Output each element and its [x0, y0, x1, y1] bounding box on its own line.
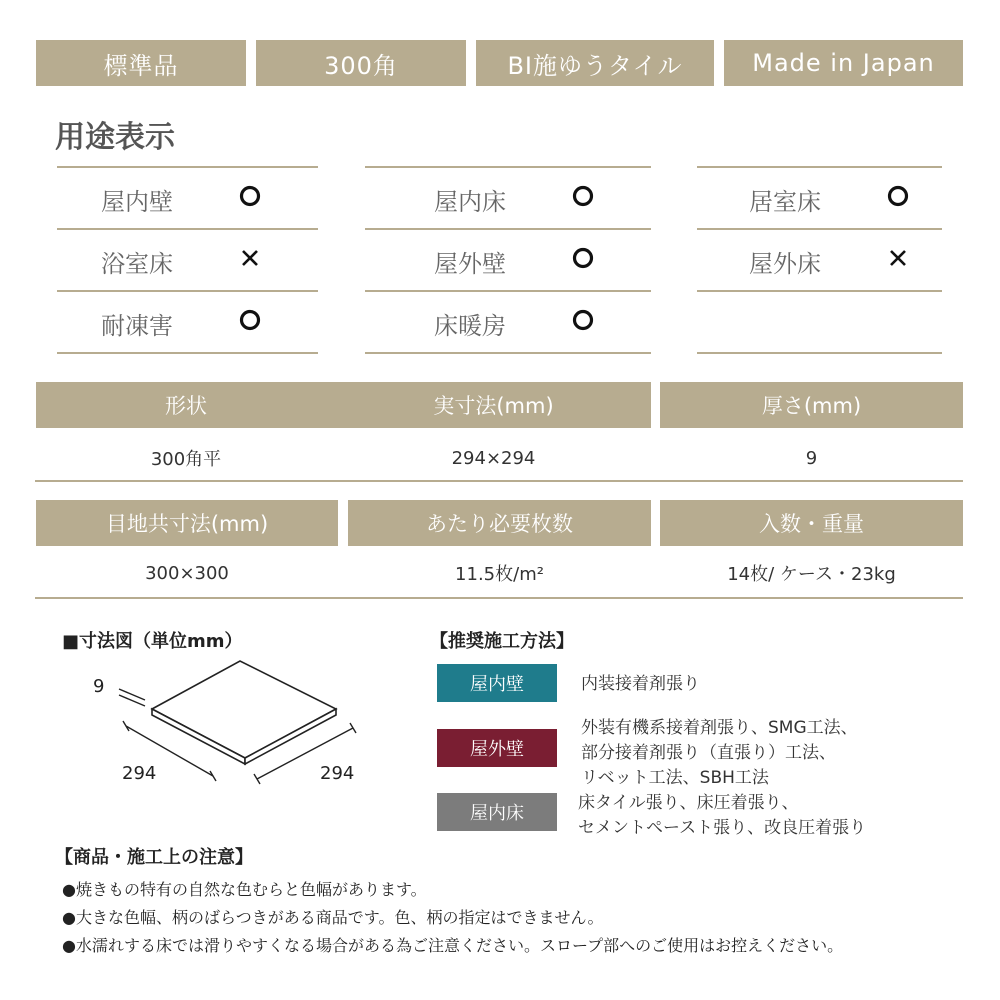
install-method-indoor-wall: 内装接着剤張り — [581, 674, 700, 694]
spec-value-thickness: 9 — [805, 447, 818, 469]
spec-value-actual-size: 294×294 — [451, 447, 536, 469]
ok-circle-icon — [572, 185, 594, 207]
install-badge-indoor-floor: 屋内床 — [437, 793, 557, 831]
usage-divider — [697, 352, 942, 354]
spec-header-shape: 形状 — [36, 382, 336, 428]
notes-title: 【商品・施工上の注意】 — [55, 847, 253, 868]
spec-header-joint-size: 目地共寸法(mm) — [36, 500, 338, 546]
install-badge-indoor-wall: 屋内壁 — [437, 664, 557, 702]
ng-cross-icon — [239, 247, 261, 269]
note-item: ●大きな色幅、柄のばらつきがある商品です。色、柄の指定はできません。 — [62, 908, 604, 927]
usage-label-outdoor-wall: 屋外壁 — [434, 250, 506, 278]
usage-label-indoor-wall: 屋内壁 — [101, 188, 173, 216]
tag-glaze: BI施ゆうタイル — [476, 40, 714, 86]
ok-circle-icon — [572, 247, 594, 269]
dimension-width-label: 294 — [122, 763, 157, 784]
usage-title: 用途表示 — [55, 120, 175, 155]
tag-standard: 標準品 — [36, 40, 246, 86]
spec-header-actual-size: 実寸法(mm) — [336, 382, 651, 428]
usage-label-living-floor: 居室床 — [749, 188, 821, 216]
tag-origin: Made in Japan — [724, 40, 963, 86]
ok-circle-icon — [572, 309, 594, 331]
usage-label-floor-heating: 床暖房 — [434, 312, 506, 340]
usage-divider — [365, 228, 651, 230]
usage-divider — [697, 228, 942, 230]
spec-header-thickness: 厚さ(mm) — [660, 382, 963, 428]
usage-divider — [57, 166, 318, 168]
spec-value-pieces-needed: 11.5枚/m² — [455, 564, 544, 585]
ng-cross-icon — [887, 247, 909, 269]
usage-divider — [57, 228, 318, 230]
tag-size: 300角 — [256, 40, 466, 86]
usage-label-bath-floor: 浴室床 — [101, 250, 173, 278]
spec-header-quantity-weight: 入数・重量 — [660, 500, 963, 546]
spec-header-pieces-needed: あたり必要枚数 — [348, 500, 651, 546]
ok-circle-icon — [239, 309, 261, 331]
usage-divider — [57, 290, 318, 292]
dimension-depth-label: 294 — [320, 763, 355, 784]
usage-label-indoor-floor: 屋内床 — [434, 188, 506, 216]
install-method-indoor-floor: 床タイル張り、床圧着張り、 セメントペースト張り、改良圧着張り — [578, 793, 867, 838]
note-item: ●焼きもの特有の自然な色むらと色幅があります。 — [62, 880, 427, 899]
note-item: ●水濡れする床では滑りやすくなる場合がある為ご注意ください。スロープ部へのご使用はお控えください。 — [62, 936, 844, 955]
usage-divider — [57, 352, 318, 354]
install-badge-outdoor-wall: 屋外壁 — [437, 729, 557, 767]
usage-divider — [365, 166, 651, 168]
dimension-title: ■寸法図（単位mm） — [62, 631, 243, 652]
usage-divider — [365, 352, 651, 354]
usage-divider — [697, 166, 942, 168]
usage-label-frost-resistance: 耐凍害 — [101, 312, 173, 340]
spec-value-joint-size: 300×300 — [145, 562, 229, 584]
spec-value-quantity-weight: 14枚/ ケース・23kg — [727, 564, 896, 585]
dimension-thickness-label: 9 — [93, 676, 105, 697]
spec-value-shape: 300角平 — [150, 449, 222, 470]
spec-divider — [35, 480, 963, 482]
usage-divider — [697, 290, 942, 292]
usage-divider — [365, 290, 651, 292]
install-title: 【推奨施工方法】 — [430, 631, 574, 652]
spec-divider — [35, 597, 963, 599]
ok-circle-icon — [887, 185, 909, 207]
install-method-outdoor-wall: 外装有機系接着剤張り、SMG工法、 部分接着剤張り（直張り）工法、 リベット工法、SBH工法 — [581, 718, 858, 788]
usage-label-outdoor-floor: 屋外床 — [749, 250, 821, 278]
ok-circle-icon — [239, 185, 261, 207]
